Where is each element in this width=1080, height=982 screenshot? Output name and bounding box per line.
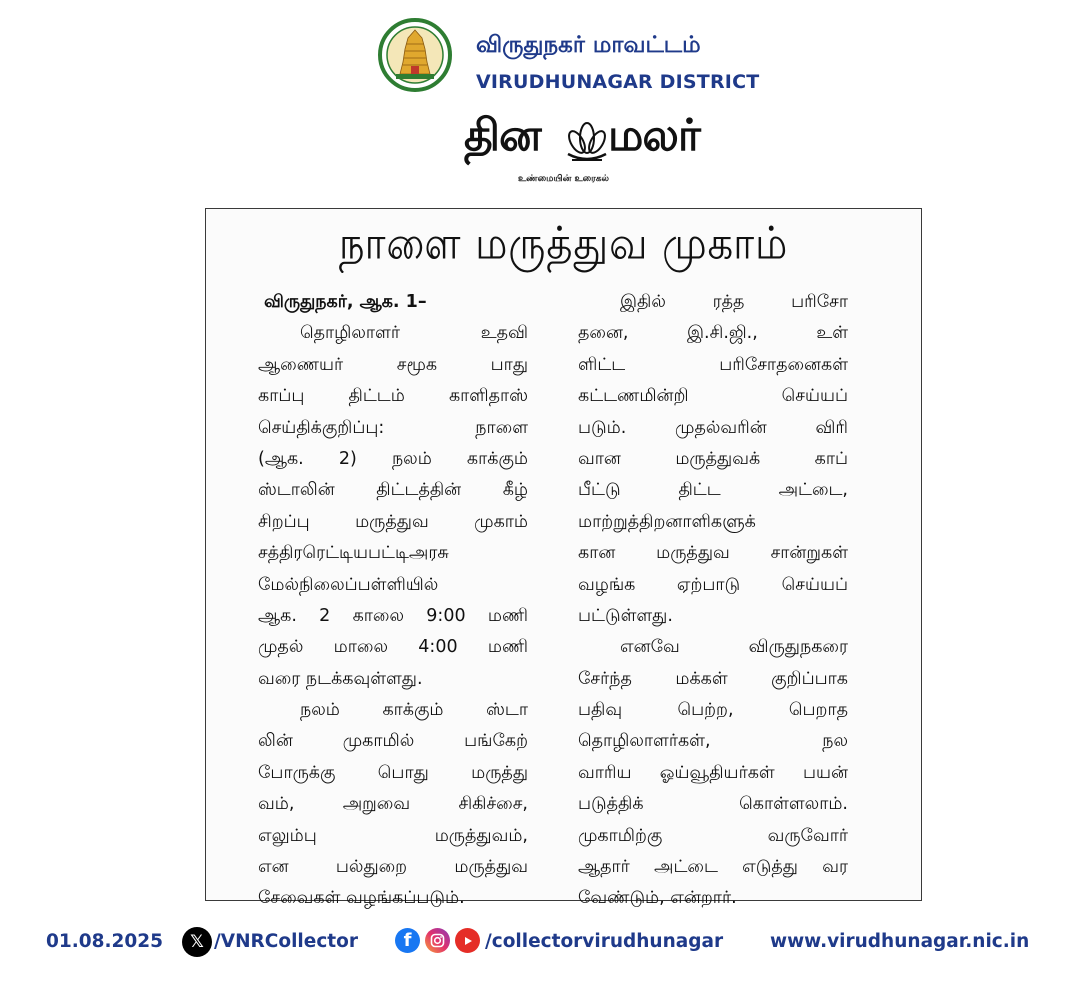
article-line: ஆதார் அட்டை எடுத்து வர <box>578 857 848 878</box>
lotus-icon <box>564 118 610 166</box>
district-name-english: VIRUDHUNAGAR DISTRICT <box>476 71 760 93</box>
instagram-icon[interactable] <box>425 928 450 953</box>
article-line: வேண்டும், என்றார். <box>578 888 737 909</box>
article-line: போருக்கு பொது மருத்து <box>258 762 528 783</box>
article-line: சேர்ந்த மக்கள் குறிப்பாக <box>578 668 848 689</box>
x-icon[interactable]: 𝕏 <box>182 927 212 957</box>
news-clipping <box>205 208 922 909</box>
article-line: தொழிலாளர் உதவி <box>300 323 528 344</box>
article-line: ஸ்டாலின் திட்டத்தின் கீழ் <box>258 480 528 501</box>
article-line: வழங்க ஏற்பாடு செய்யப் <box>578 574 848 595</box>
article-column-right <box>578 287 848 915</box>
x-handle-link[interactable]: /VNRCollector <box>214 931 358 952</box>
website-link[interactable]: www.virudhunagar.nic.in <box>770 931 1030 952</box>
article-line: மாற்றுத்திறனாளிகளுக் <box>578 511 756 532</box>
article-line: முதல் மாலை 4:00 மணி <box>258 637 528 658</box>
article-line: வாரிய ஓய்வூதியர்கள் பயன் <box>578 762 848 783</box>
article-line: முகாமிற்கு வருவோர் <box>578 825 848 846</box>
article-line: செய்திக்குறிப்பு: நாளை <box>258 417 528 438</box>
article-line: பட்டுள்ளது. <box>578 605 673 626</box>
article-line: சிறப்பு மருத்துவ முகாம் <box>258 511 528 532</box>
article-line: (ஆக. 2) நலம் காக்கும் <box>258 448 528 469</box>
article-line: இதில் ரத்த பரிசோ <box>620 292 848 312</box>
article-line: தொழிலாளர்கள், நல <box>578 731 848 752</box>
article-headline: நாளை மருத்துவ முகாம் <box>338 217 789 270</box>
tamil-nadu-emblem-icon <box>378 18 452 92</box>
post-date: 01.08.2025 <box>46 931 164 952</box>
article-line: வம், அறுவை சிகிச்சை, <box>258 794 528 815</box>
article-line: கான மருத்துவ சான்றுகள் <box>578 543 848 564</box>
article-line: லின் முகாமில் பங்கேற் <box>258 731 528 752</box>
district-name-tamil: விருதுநகர் மாவட்டம் <box>476 32 701 58</box>
article-line: பீட்டு திட்ட அட்டை, <box>578 480 848 501</box>
facebook-icon[interactable]: f <box>395 928 420 953</box>
article-line: வான மருத்துவக் காப் <box>578 448 848 469</box>
article-line: என பல்துறை மருத்துவ <box>258 857 528 878</box>
article-line: படும். முதல்வரின் விரி <box>578 417 848 438</box>
article-line: காப்பு திட்டம் காளிதாஸ் <box>258 386 528 407</box>
article-line: எனவே விருதுநகரை <box>620 637 848 658</box>
article-line: எலும்பு மருத்துவம், <box>258 825 528 846</box>
article-line: நலம் காக்கும் ஸ்டா <box>300 700 528 721</box>
article-line: ஆணையர் சமூக பாது <box>258 354 528 375</box>
newspaper-name-part2: மலர் <box>608 110 700 161</box>
youtube-icon[interactable] <box>455 928 480 953</box>
newspaper-masthead <box>462 112 712 188</box>
article-column-left <box>258 287 528 915</box>
article-line: வரை நடக்கவுள்ளது. <box>258 668 423 689</box>
article-line: பதிவு பெற்ற, பெறாத <box>578 700 848 721</box>
article-line: ஆக. 2 காலை 9:00 மணி <box>258 605 528 626</box>
article-line: படுத்திக் கொள்ளலாம். <box>578 794 848 815</box>
article-line: கட்டணமின்றி செய்யப் <box>578 386 848 407</box>
social-handle-link[interactable]: /collectorvirudhunagar <box>485 931 724 952</box>
article-line: ளிட்ட பரிசோதனைகள் <box>578 354 848 375</box>
newspaper-name-part1: தின <box>464 110 541 161</box>
article-line: மேல்நிலைப்பள்ளியில் <box>258 574 439 595</box>
article-line: சத்திரரெட்டியபட்டிஅரசு <box>258 543 449 564</box>
newspaper-tagline: உண்மையின் உரைகல் <box>518 174 610 184</box>
article-dateline: விருதுநகர், ஆக. 1– <box>264 292 427 312</box>
article-line: சேவைகள் வழங்கப்படும். <box>258 888 465 909</box>
article-line: தனை, இ.சி.ஜி., உள் <box>578 323 848 344</box>
